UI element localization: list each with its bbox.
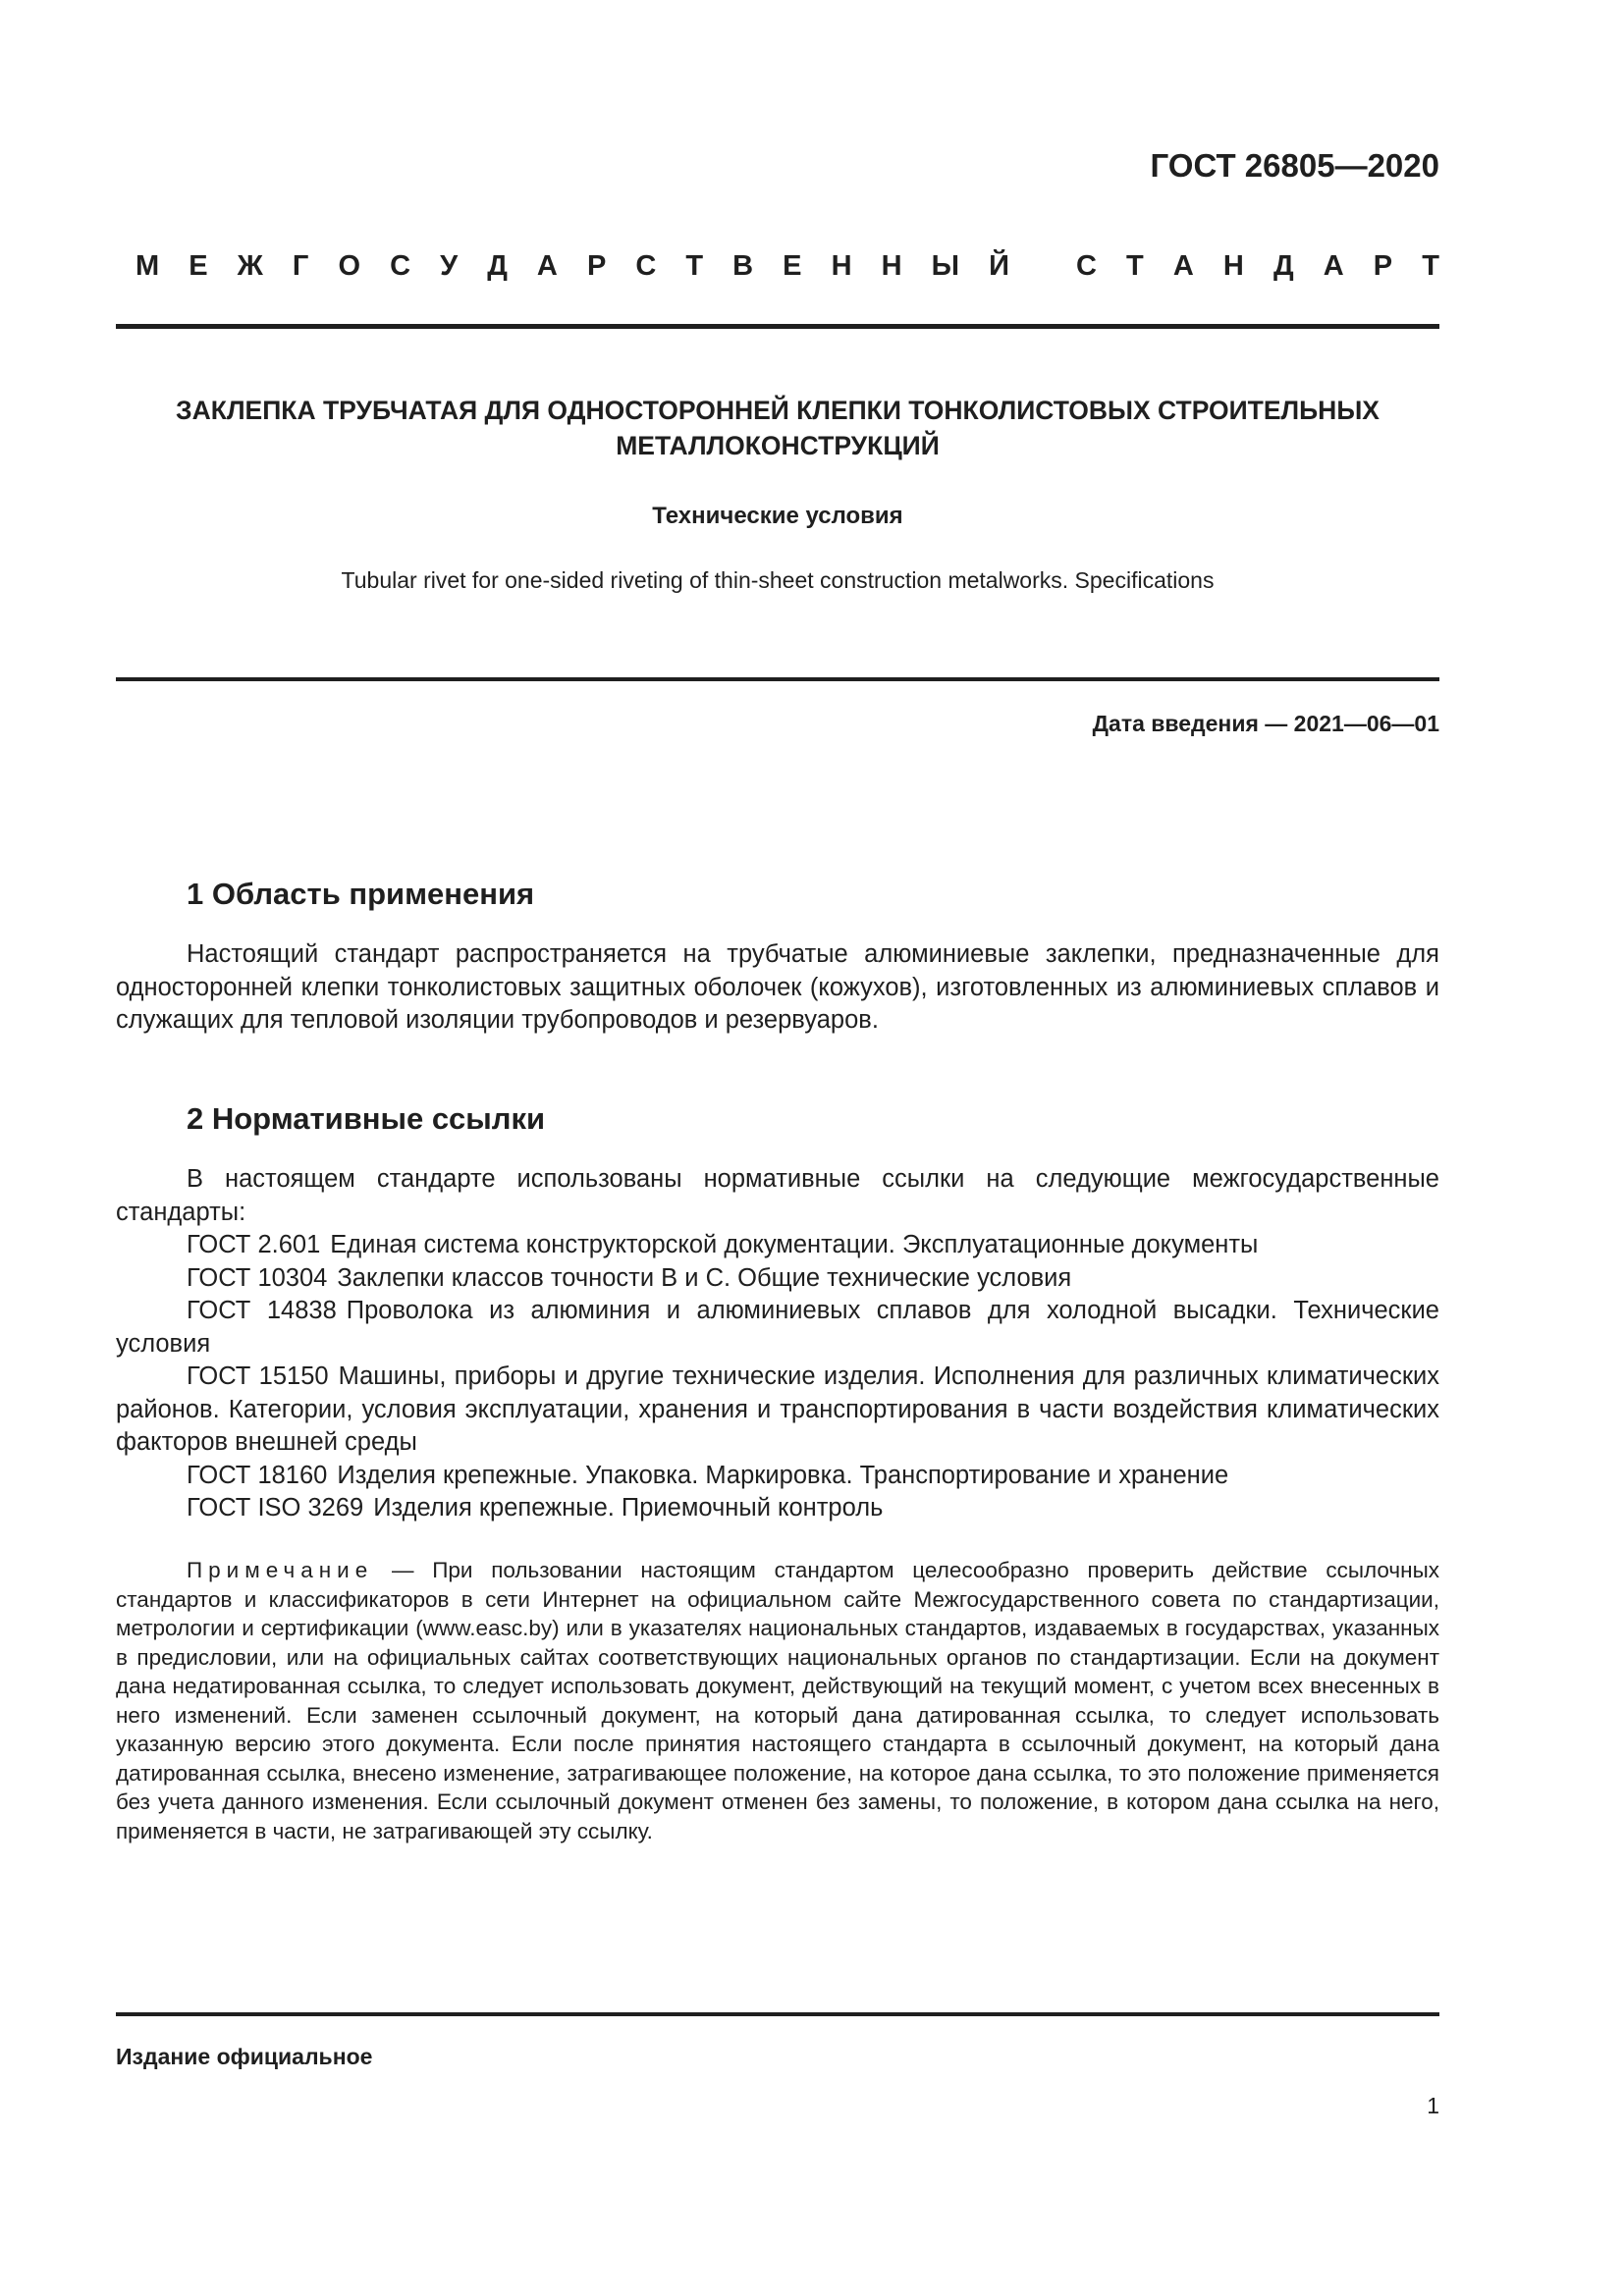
note-text: — При пользовании настоящим стандартом целесообразно проверить действие ссылочных стандартов и классификаторов в сети Интернет на официальном сайте Межгосударственного совета по стандартизации, метрологии и сертификации (www.easc.by) или в указателях национальных стандартов, издаваемых в государствах, указанных в предисловии, или на официальных сайтах соответствующих национальных органов по стандартизации. Если на документ дана недатированная ссылка, то следует использовать документ, действующий на текущий момент, с учетом всех внесенных в него изменений. Если заменен ссылочный документ, на который дана датированная ссылка, то следует использовать указанную версию этого документа. Если после принятия настоящего стандарта в ссылочный документ, на который дана датированная ссылка, внесено изменение, затрагивающее положение, на которое дана ссылка, то это положение применяется без учета данного изменения. Если ссылочный документ отменен без замены, то положение, в котором дана ссылка на него, применяется в части, не затрагивающей эту ссылку. <box>116 1558 1439 1843</box>
english-title: Tubular rivet for one-sided riveting of thin-sheet construction metalworks. Specifications <box>341 567 1215 593</box>
section-1-body <box>116 938 1439 1038</box>
introduction-date: Дата введения — 2021—06—01 <box>1092 711 1439 736</box>
banner-letter: С <box>390 250 411 282</box>
reference-title: Единая система конструкторской документации. Эксплуатационные документы <box>330 1231 1259 1258</box>
official-edition-label: Издание официальное <box>116 2044 373 2069</box>
banner-letter: С <box>1076 250 1097 282</box>
page-number: 1 <box>1427 2093 1439 2118</box>
banner-letter: М <box>135 250 160 282</box>
banner-letter: Й <box>989 250 1009 282</box>
banner-letter: Р <box>1373 250 1393 282</box>
reference-title: Изделия крепежные. Упаковка. Маркировка. Транспортирование и хранение <box>337 1461 1229 1489</box>
banner-letter: В <box>732 250 754 282</box>
title-line-2: МЕТАЛЛОКОНСТРУКЦИЙ <box>616 431 940 460</box>
document-subtitle: Технические условия <box>652 503 903 529</box>
banner-letter: Д <box>487 250 508 282</box>
banner-letter: А <box>1172 250 1194 282</box>
banner-letter: Ж <box>237 250 263 282</box>
banner-letter: Р <box>586 250 607 282</box>
banner-letter: Н <box>1222 250 1244 282</box>
banner-letter: С <box>635 250 657 282</box>
banner-letter: Т <box>1126 250 1144 282</box>
reference-item <box>116 1492 1439 1525</box>
reference-item <box>116 1361 1439 1460</box>
banner-letter: Т <box>685 250 704 282</box>
banner-word-interstate <box>135 250 1009 283</box>
banner-letter: Е <box>189 250 208 282</box>
title-line-1: ЗАКЛЕПКА ТРУБЧАТАЯ ДЛЯ ОДНОСТОРОННЕЙ КЛЕПКИ ТОНКОЛИСТОВЫХ СТРОИТЕЛЬНЫХ <box>176 396 1380 425</box>
banner-letter: У <box>440 250 459 282</box>
section-2-body <box>116 1163 1439 1525</box>
reference-item <box>116 1460 1439 1493</box>
title-divider <box>116 677 1439 681</box>
section-2-heading: 2 Нормативные ссылки <box>187 1101 546 1136</box>
document-code: ГОСТ 26805—2020 <box>1150 147 1439 184</box>
section-1-paragraph: Настоящий стандарт распространяется на трубчатые алюминиевые заклепки, предназначенные для односторонней клепки тонколистовых защитных оболочек (кожухов), изготовленных из алюминиевых сплавов и служащих для тепловой изоляции трубопроводов и резервуаров. <box>116 940 1439 1034</box>
reference-code: ГОСТ 10304 <box>187 1263 328 1292</box>
standard-banner <box>135 250 1439 283</box>
banner-letter: О <box>338 250 360 282</box>
footer-divider <box>116 2012 1439 2016</box>
note-label: Примечание <box>187 1558 374 1582</box>
section-2-intro: В настоящем стандарте использованы нормативные ссылки на следующие межгосударственные стандарты: <box>116 1165 1439 1226</box>
reference-title: Заклепки классов точности В и С. Общие технические условия <box>337 1263 1072 1292</box>
banner-letter: А <box>536 250 558 282</box>
reference-code: ГОСТ 18160 <box>187 1461 328 1489</box>
top-divider <box>116 324 1439 329</box>
banner-letter: Г <box>292 250 309 282</box>
reference-item <box>116 1295 1439 1361</box>
reference-item <box>116 1229 1439 1262</box>
banner-letter: Е <box>783 250 802 282</box>
reference-title: Проволока из алюминия и алюминиевых сплавов для холодной высадки. Технические условия <box>116 1297 1439 1358</box>
reference-code: ГОСТ ISO 3269 <box>187 1494 364 1522</box>
banner-letter: Н <box>831 250 852 282</box>
reference-title: Машины, приборы и другие технические изделия. Исполнения для различных климатических районов. Категории, условия эксплуатации, хранения и транспортирования в части воздействия климатических факторов внешней среды <box>116 1362 1439 1456</box>
banner-letter: Д <box>1272 250 1294 282</box>
reference-code: ГОСТ 14838 <box>187 1297 337 1324</box>
banner-letter: Н <box>881 250 902 282</box>
document-title <box>116 393 1439 463</box>
banner-word-standard <box>1076 250 1439 283</box>
section-1-heading: 1 Область применения <box>187 877 535 911</box>
reference-code: ГОСТ 15150 <box>187 1362 329 1390</box>
reference-code: ГОСТ 2.601 <box>187 1231 321 1258</box>
reference-item <box>116 1262 1439 1296</box>
references-note <box>116 1556 1439 1845</box>
banner-letter: Т <box>1422 250 1439 282</box>
banner-letter: А <box>1323 250 1344 282</box>
reference-title: Изделия крепежные. Приемочный контроль <box>373 1494 884 1522</box>
banner-letter: Ы <box>931 250 959 282</box>
